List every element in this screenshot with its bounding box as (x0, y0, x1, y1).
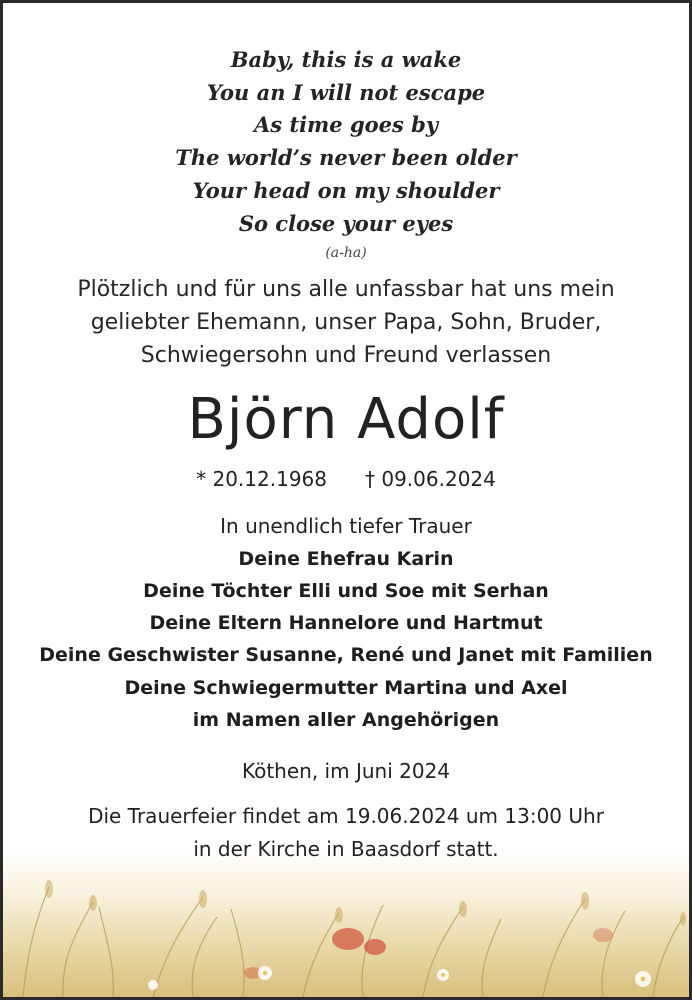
mourner-entry: Deine Töchter Elli und Soe mit Serhan (143, 579, 549, 602)
meadow-illustration (3, 847, 689, 997)
service-line: Die Trauerfeier findet am 19.06.2024 um 13:00 Uhr (88, 804, 604, 829)
intro-line: geliebter Ehemann, unser Papa, Sohn, Bruder, (90, 310, 602, 336)
poem-line: As time goes by (253, 112, 439, 138)
meadow-background-image (3, 847, 689, 997)
mourner-entry: Deine Schwiegermutter Martina und Axel (124, 676, 568, 699)
mourning-section (3, 510, 689, 736)
deceased-name: Björn Adolf (187, 387, 505, 453)
poem-line: The world’s never been older (175, 145, 517, 171)
intro-line: Plötzlich und für uns alle unfassbar hat uns mein (77, 277, 615, 303)
poem-line: So close your eyes (238, 210, 454, 236)
mourner-entry: im Namen aller Angehörigen (192, 709, 500, 731)
intro-text (3, 273, 689, 372)
birth-date: * 20.12.1968 (196, 467, 327, 492)
mourning-heading: In unendlich tiefer Trauer (220, 514, 472, 539)
obituary-content (3, 3, 689, 866)
intro-line: Schwiegersohn und Freund verlassen (140, 343, 552, 369)
mourner-entry: Deine Ehefrau Karin (238, 547, 454, 570)
poppy-flowers (244, 928, 613, 979)
poem-attribution: (a-ha) (325, 245, 367, 262)
funeral-service-info (3, 800, 689, 866)
mourner-entry: Deine Geschwister Susanne, René und Janet mit Familien (39, 644, 653, 667)
poem-line: You an I will not escape (206, 79, 486, 105)
mourner-entry: Deine Eltern Hannelore und Hartmut (149, 612, 543, 635)
place-and-date: Köthen, im Juni 2024 (241, 759, 451, 784)
poem-line: Your head on my shoulder (192, 177, 500, 203)
poem-line: Baby, this is a wake (230, 47, 462, 72)
poem-verse (3, 3, 689, 240)
service-line: in der Kirche in Baasdorf statt. (193, 837, 499, 862)
death-date: † 09.06.2024 (365, 467, 496, 492)
mourners-list (3, 543, 689, 737)
life-dates (3, 464, 689, 494)
